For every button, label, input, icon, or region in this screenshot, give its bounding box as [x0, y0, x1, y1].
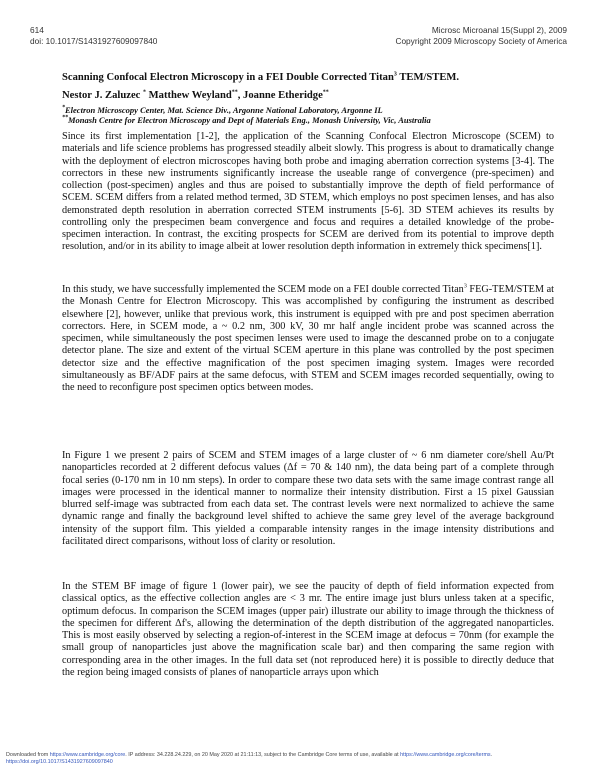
affiliation-1-text: Electron Microscopy Center, Mat. Science Div., Argonne National Laboratory, Argonne IL: [65, 105, 383, 115]
title-tail: TEM/STEM.: [396, 72, 460, 83]
footer-downloaded-text: Downloaded from: [6, 752, 50, 758]
affiliation-2: [62, 115, 431, 126]
body-paragraph-2: [62, 284, 554, 394]
author-list: [62, 89, 329, 102]
footer-period: .: [490, 752, 493, 758]
download-footer: [6, 752, 596, 766]
page-number: 614: [30, 25, 44, 35]
affiliation-2-mark: **: [62, 115, 68, 122]
paragraph-2-superscript: 3: [463, 283, 467, 290]
paragraph-2-rest: FEG-TEM/STEM at the Monash Centre for Electron Microscopy. This was accomplished by configuring the instrument as described elsewhere [2], however, unlike that previous work, this instrument is equipped with pre and post specimen aberration correctors. Here, in SCEM mode, a ~ 0.2 nm, 300 kV, 30 mr half angle incident probe was scanned across the specimen, while simultaneously the post specimen lenses were used to image the descanned probe on to a conjugate detector plane. The size and extent of the virtual SCEM aperture in this plane was controlled by the post specimen detector size and the effective magnification of the post specimen imaging system. Images were recorded simultaneously as BF/ADF pairs at the same defocus, with STEM and SCEM images recorded sequentially, owing to the need to reconfigure post specimen optics between modes.: [62, 284, 555, 393]
paper-title: [62, 71, 532, 84]
author-1: Nestor J. Zaluzec: [62, 90, 144, 101]
running-header-left: [30, 25, 157, 46]
author-1-mark: *: [143, 89, 147, 96]
body-paragraph-4: In the STEM BF image of figure 1 (lower pair), we see the paucity of depth of field information expected from classical optics, as the effective collection angles are < 3 mr. The entire image just blurs unless taken at a specific, optimum defocus. In comparison the SCEM images (upper pair) illustrate our ability to image through the thickness of the specimen for different Δf's, allowing the determination of the depth distribution of the aggregated nanoparticles. This is most easily observed by selecting a region-of-interest in the SCEM image at defocus = 70nm (for example the small group of nanoparticles just above the magnification scale bar) and then comparing the same region with corresponding area in the other images. In the full data set (not reproduced here) it is possible to directly deduce that the region being imaged consists of planes of nanoparticle arrays upon which: [62, 581, 554, 678]
author-2-mark: **: [231, 89, 238, 96]
author-2: Matthew Weyland: [146, 90, 232, 101]
title-main: Scanning Confocal Electron Microscopy in a FEI Double Corrected Titan: [62, 72, 394, 83]
body-paragraph-3: In Figure 1 we present 2 pairs of SCEM and STEM images of a large cluster of ~ 6 nm diameter core/shell Au/Pt nanoparticles recorded at 2 different defocus values (Δf = 70 & 140 nm), the data being part of a complete through focal series (0-170 nm in 10 nm steps). In order to compare these two data sets with the same image contrast range all images were processed in the identical manner to normalize their intensity distribution. First a 15 pixel Gaussian blurred self-image was subtracted from each data set. The contrast levels were next normalized to achieve the same dynamic range and finally the background level shifted to achieve the same grey level of the average background intensity of the support film. This yielded a comparable intensity ranges in the image intensity distributions and facilitated direct comparisons, without loss of clarity or resolution.: [62, 450, 554, 547]
body-paragraph-1: Since its first implementation [1-2], the application of the Scanning Confocal Electron Microscope (SCEM) to materials and life science problems has progressed steadily albeit slowly. This progress is about to dramatically change with the deployment of electron microscopes having both probe and imaging aberration correction systems [3-4]. The correctors in these new instruments significantly increase the useable range of convergence (pre-specimen) and collection (post-specimen) angles and thus are poised to substantially improve the depth of field performance of SCEM. SCEM differs from a related method termed, 3D STEM, which employs no post specimen lenses, and has also demonstrated depth resolution in aberration corrected STEM instruments [5-6]. 3D STEM achieves its results by controlling only the prespecimen beam convergence and focus and requires a detailed knowledge of the probe-specimen interaction. In contrast, the exciting prospects for SCEM are derived from its potential to improve depth resolution, and/or in its ability to image albeit at lower resolution depth information in extremely thick specimens[1].: [62, 131, 554, 253]
footer-ip-text: . IP address: 34.228.24.229, on 20 May 2020 at 21:11:13, subject to the Cambridge Core terms of use, available at: [125, 752, 401, 758]
paragraph-2-start: In this study, we have successfully implemented the SCEM mode on a FEI double corrected Titan: [62, 284, 464, 295]
cambridge-core-link[interactable]: https://www.cambridge.org/core: [49, 752, 126, 758]
title-superscript: 3: [393, 71, 397, 78]
affiliation-2-text: Monash Centre for Electron Microscopy and Dept of Materials Eng., Monash University, Vic, Australia: [68, 115, 431, 125]
doi: doi: 10.1017/S1431927609097840: [30, 35, 158, 46]
affiliation-1-mark: *: [62, 105, 65, 112]
journal-citation: Microsc Microanal 15(Suppl 2), 2009: [431, 25, 567, 35]
running-header-right: [395, 25, 567, 46]
doi-link[interactable]: https://doi.org/10.1017/S1431927609097840: [6, 759, 113, 765]
terms-link[interactable]: https://www.cambridge.org/core/terms: [400, 752, 491, 758]
copyright-line: Copyright 2009 Microscopy Society of America: [395, 35, 567, 46]
author-3-mark: **: [322, 89, 329, 96]
author-3: , Joanne Etheridge: [237, 90, 323, 101]
